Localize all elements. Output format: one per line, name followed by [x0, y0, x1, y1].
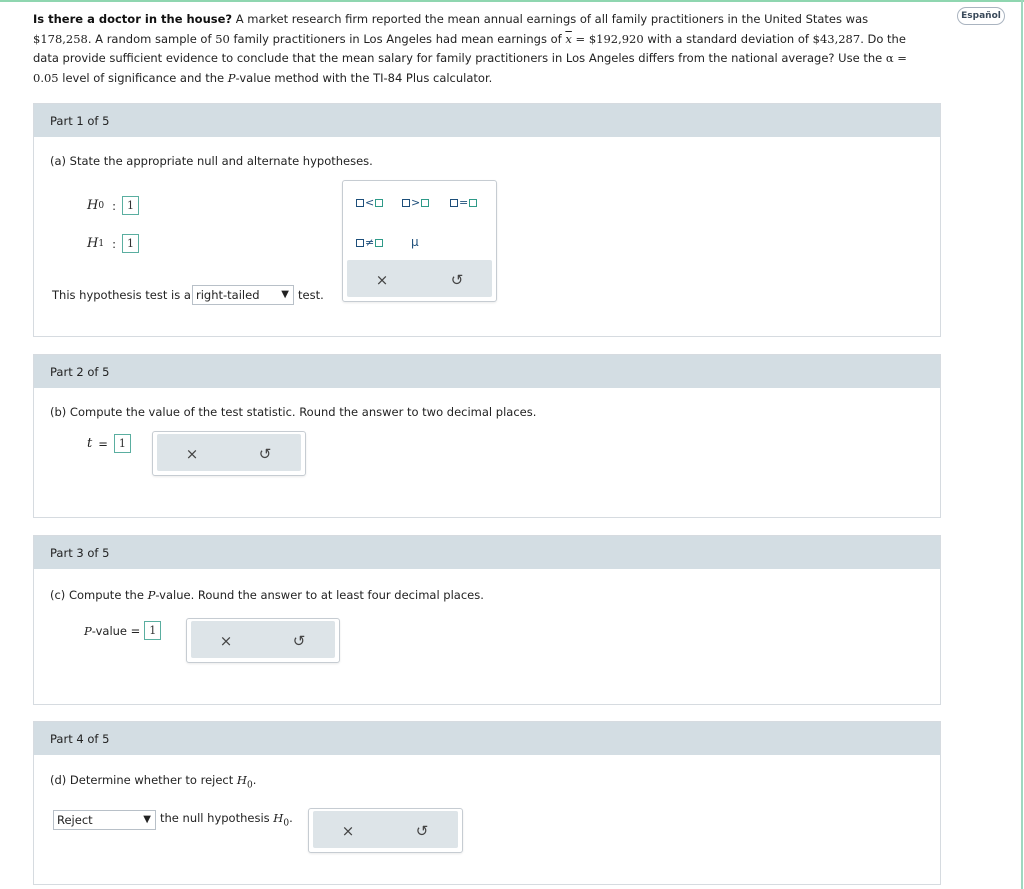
answer-toolbar [308, 808, 463, 853]
part-4-panel [33, 721, 941, 885]
test-type-suffix: test. [298, 288, 324, 302]
greater-than-button[interactable]: > [401, 196, 430, 209]
test-type-prefix: This hypothesis test is a [52, 288, 191, 302]
t-answer-box[interactable]: 1 [114, 434, 131, 453]
answer-toolbar [152, 431, 306, 476]
espanol-button[interactable]: Español [957, 7, 1005, 25]
part-3-question: (c) Compute the P-value. Round the answer to at least four decimal places. [50, 588, 484, 602]
p-value-row: P -value = 1 [84, 621, 161, 640]
test-type-select[interactable]: right-tailed ▼ [192, 285, 294, 305]
undo-button[interactable]: ↺ [292, 632, 306, 650]
problem-title: Is there a doctor in the house? [33, 12, 233, 26]
part-1-question: (a) State the appropriate null and alternate hypotheses. [50, 154, 373, 168]
mu-button[interactable]: μ [411, 235, 419, 249]
dropdown-arrow-icon: ▼ [281, 289, 289, 300]
toolbar-bar [313, 811, 458, 848]
clear-button[interactable]: × [375, 271, 389, 289]
p-value-answer-box[interactable]: 1 [144, 621, 161, 640]
undo-button[interactable]: ↺ [415, 822, 429, 840]
symbol-palette [342, 180, 497, 302]
clear-button[interactable]: × [219, 632, 233, 650]
part-3-panel [33, 535, 941, 705]
undo-button[interactable]: ↺ [450, 271, 464, 289]
box-icon [356, 199, 364, 207]
part-2-panel [33, 354, 941, 518]
h0-row: H 0 : 1 [87, 196, 139, 215]
right-accent-line [1021, 0, 1023, 889]
part-2-header: Part 2 of 5 [34, 355, 940, 388]
part-4-question: (d) Determine whether to reject $H_0$. [50, 773, 257, 791]
part-1-panel [33, 103, 941, 337]
box-icon [375, 239, 383, 247]
h1-answer-box[interactable]: 1 [122, 234, 139, 253]
toolbar-bar [191, 621, 335, 658]
clear-button[interactable]: × [185, 445, 199, 463]
answer-toolbar [186, 618, 340, 663]
box-icon [375, 199, 383, 207]
not-equal-button[interactable]: ≠ [355, 236, 384, 249]
box-icon [450, 199, 458, 207]
box-icon [469, 199, 477, 207]
reject-select[interactable]: Reject ▼ [53, 810, 156, 830]
equals-button[interactable]: = [449, 196, 478, 209]
part-4-header: Part 4 of 5 [34, 722, 940, 755]
part-1-header: Part 1 of 5 [34, 104, 940, 137]
undo-button[interactable]: ↺ [258, 445, 272, 463]
dropdown-arrow-icon: ▼ [143, 814, 151, 825]
h0-answer-box[interactable]: 1 [122, 196, 139, 215]
box-icon [421, 199, 429, 207]
less-than-button[interactable]: < [355, 196, 384, 209]
box-icon [356, 239, 364, 247]
problem-statement: Is there a doctor in the house? A market research firm reported the mean annual earnings of all family practitioners in the United States was $178,258. A random sample of 50 family practitioners in Los Angeles had mean earnings of $\overline{x}$ = $192,920 with a standard deviation of $43,287. Do the data provide sufficient evidence to conclude that the mean salary for family practitioners in Los Angeles differs from the national average? Use the α = 0.05 level of significance and the P-value method with the TI-84 Plus calculator. [33, 12, 907, 85]
part-2-question: (b) Compute the value of the test statistic. Round the answer to two decimal places. [50, 405, 537, 419]
x-bar-symbol: $\overline{x}$ [565, 31, 572, 46]
palette-action-bar [347, 260, 492, 297]
top-accent-line [0, 0, 1024, 2]
part-3-header: Part 3 of 5 [34, 536, 940, 569]
toolbar-bar [157, 434, 301, 471]
h1-row: H 1 : 1 [87, 234, 139, 253]
box-icon [402, 199, 410, 207]
reject-suffix: the null hypothesis $H_0$. [160, 811, 293, 829]
t-row: t = 1 [87, 434, 131, 453]
clear-button[interactable]: × [341, 822, 355, 840]
